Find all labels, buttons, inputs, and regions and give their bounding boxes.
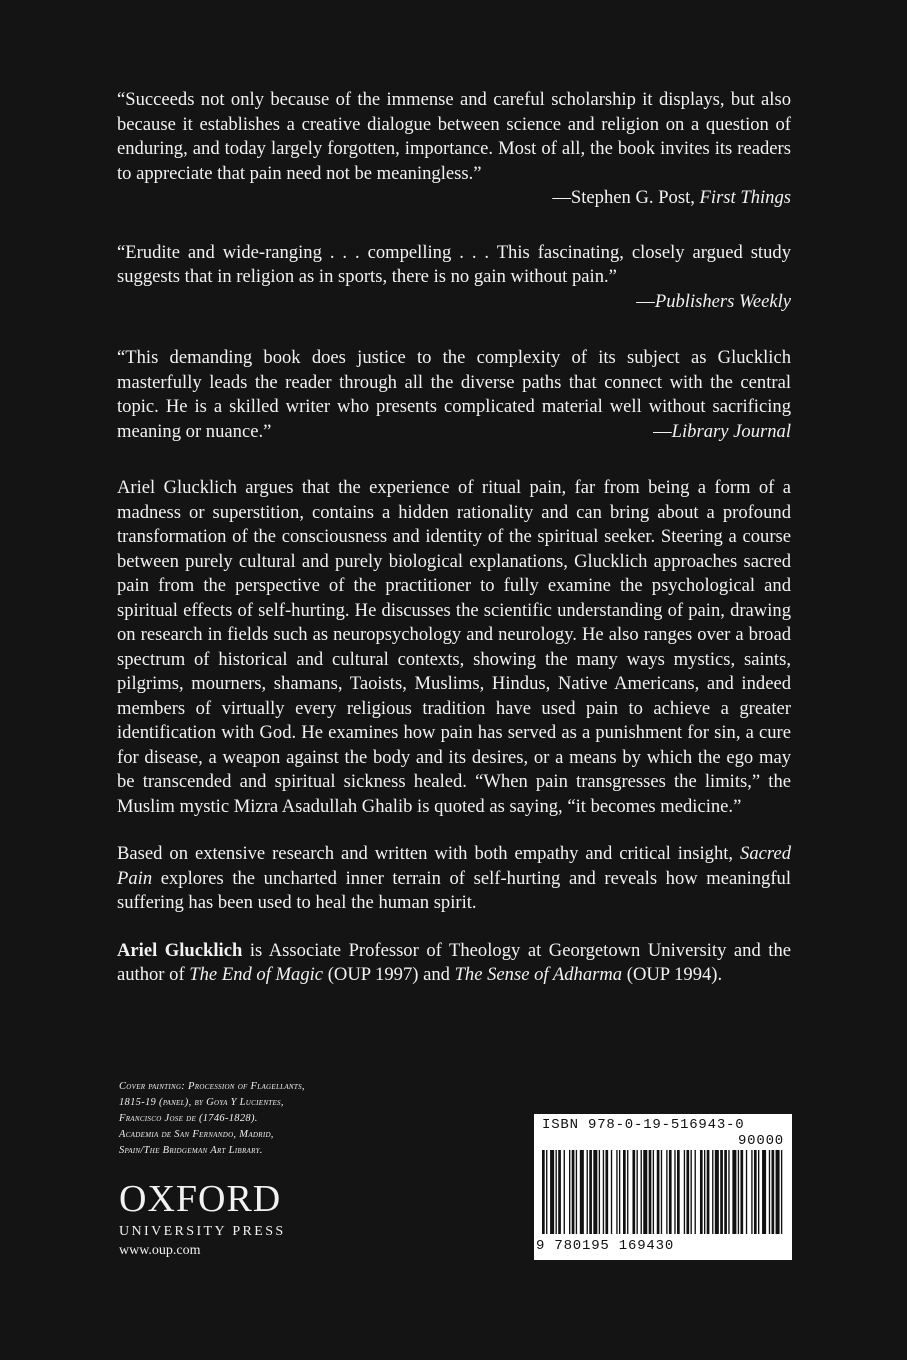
book-title: Sacred Pain: [117, 843, 791, 889]
barcode-bar: [700, 1150, 703, 1234]
review-1-source: First Things: [699, 187, 791, 208]
barcode-bar: [627, 1150, 628, 1234]
bio-book-2: The Sense of Adharma: [454, 964, 623, 985]
publisher-url[interactable]: www.oup.com: [119, 1243, 201, 1258]
credit-line-2: 1815-19 (panel), by Goya Y Lucientes,: [119, 1097, 284, 1108]
review-3-quote: “This demanding book does justice to the complexity of its subject as Glucklich masterfully leads the reader through all the diverse paths that connect with the central topic. He is a skilled writer who presents complicated material well without sacrificing meaning or nuance.”: [117, 347, 791, 442]
publisher-press: UNIVERSITY PRESS: [119, 1224, 286, 1239]
description-paragraph-1: Ariel Glucklich argues that the experience of ritual pain, far from being a form of a madness or superstition, contains a hidden rationality and can bring about a profound transformation of the consciousness and identity of the spiritual seeker. Steering a course between purely cultural and purely biological explanations, Glucklich approaches sacred pain from the perspective of the practitioner to fully examine the psychological and spiritual effects of self-hurting. He discusses the scientific understanding of pain, drawing on research in fields such as neuropsychology and neurology. He also ranges over a broad spectrum of historical and cultural contexts, showing the many ways mystics, saints, pilgrims, mourners, shamans, Taoists, Muslims, Hindus, Native Americans, and indeed members of virtually every religious tradition have used pain to achieve a greater identification with God. He examines how pain has served as a punishment for sin, a cure for disease, a weapon against the body and its desires, or a means by which the ego may be transcended and spiritual sickness healed. “When pain transgresses the limits,” the Muslim mystic Mizra Asadullah Ghalib is quoted as saying, “it becomes medicine.”: [117, 477, 791, 817]
barcode-bar: [715, 1150, 719, 1234]
barcode-bar: [728, 1150, 729, 1234]
bio-text-2: (OUP 1997) and: [323, 964, 455, 985]
desc-p2-start: Based on extensive research and written with both empathy and critical insight,: [117, 843, 741, 864]
barcode-bar: [603, 1150, 604, 1234]
credit-line-1: Cover painting: Procession of Flagellants,: [119, 1081, 305, 1092]
author-bio: [117, 939, 791, 988]
barcode-bars: [540, 1150, 786, 1238]
barcode-bar: [641, 1150, 642, 1234]
barcode-bar: [623, 1150, 626, 1234]
bio-text-1: is Associate Professor of Theology at Georgetown University and the author of: [117, 939, 792, 985]
review-2-attribution: [117, 290, 791, 315]
barcode-bar: [776, 1150, 780, 1234]
bio-text-3: (OUP 1994).: [622, 964, 723, 985]
barcode-bar: [666, 1150, 667, 1234]
back-cover-text: [117, 88, 791, 1011]
barcode-bar: [653, 1150, 654, 1234]
review-3: [117, 346, 791, 444]
review-2-source: Publishers Weekly: [654, 290, 791, 312]
barcode-bar: [564, 1150, 565, 1234]
barcode-bar: [695, 1150, 696, 1234]
barcode-bar: [781, 1150, 782, 1234]
isbn-text: ISBN 978-0-19-516943-0: [542, 1117, 745, 1133]
barcode-bar: [769, 1150, 770, 1234]
barcode-bar: [616, 1150, 617, 1234]
barcode-bar: [772, 1150, 775, 1234]
review-2: [117, 241, 791, 315]
credit-line-4: Academia de San Fernando, Madrid,: [119, 1129, 274, 1140]
price-code: 90000: [737, 1133, 784, 1149]
barcode-bar: [762, 1150, 766, 1234]
barcode-bar: [684, 1150, 685, 1234]
barcode-bar: [637, 1150, 638, 1234]
barcode-bar: [558, 1150, 561, 1234]
barcode-bar: [720, 1150, 723, 1234]
barcode-bar: [686, 1150, 689, 1234]
review-3-dash: —: [653, 420, 672, 442]
barcode-bar: [599, 1150, 600, 1234]
barcode-bar: [643, 1150, 647, 1234]
review-3-source: Library Journal: [671, 420, 791, 442]
barcode-bar: [576, 1150, 577, 1234]
barcode-bar: [589, 1150, 592, 1234]
barcode-bar: [632, 1150, 635, 1234]
review-2-dash: —: [636, 290, 655, 312]
barcode-bar: [746, 1150, 747, 1234]
barcode-bar: [661, 1150, 662, 1234]
barcode-bar: [550, 1150, 554, 1234]
barcode-bar: [754, 1150, 757, 1234]
review-1: [117, 88, 791, 211]
barcode-bar: [611, 1150, 612, 1234]
isbn-barcode: [534, 1114, 792, 1260]
barcode-bar: [669, 1150, 672, 1234]
credit-line-3: Francisco Jose de (1746-1828).: [119, 1113, 258, 1124]
review-1-author: —Stephen G. Post,: [552, 187, 700, 208]
barcode-bar: [691, 1150, 692, 1234]
barcode-bar: [740, 1150, 743, 1234]
publisher-logo: [119, 1180, 286, 1240]
barcode-bar: [732, 1150, 736, 1234]
barcode-bar: [542, 1150, 545, 1234]
barcode-bar: [649, 1150, 652, 1234]
barcode-bar: [619, 1150, 620, 1234]
review-3-text: [117, 346, 791, 444]
bio-book-1: The End of Magic: [189, 964, 324, 985]
barcode-bar: [724, 1150, 727, 1234]
barcode-bar: [572, 1150, 575, 1234]
desc-p2-end: explores the uncharted inner terrain of self-hurting and reveals how meaningful suffering has been used to heal the human spirit.: [117, 867, 791, 913]
barcode-bar: [738, 1150, 739, 1234]
barcode-bar: [758, 1150, 759, 1234]
review-3-attribution: [653, 420, 791, 445]
barcode-bar: [593, 1150, 597, 1234]
barcode-bar: [580, 1150, 584, 1234]
barcode-bar: [712, 1150, 713, 1234]
publisher-name: OXFORD: [119, 1178, 282, 1220]
barcode-bar: [751, 1150, 752, 1234]
author-name: Ariel Glucklich: [117, 939, 243, 961]
review-2-text: “Erudite and wide-ranging . . . compelling . . . This fascinating, closely argued study suggests that in religion as in sports, there is no gain without pain.”: [117, 241, 791, 287]
barcode-bar: [605, 1150, 608, 1234]
barcode-bar: [674, 1150, 675, 1234]
credit-line-5: Spain/The Bridgeman Art Library.: [119, 1145, 263, 1156]
barcode-bar: [657, 1150, 660, 1234]
barcode-bar: [587, 1150, 588, 1234]
review-1-text: “Succeeds not only because of the immense and careful scholarship it displays, but also because it establishes a creative dialogue between science and religion on a question of enduring, and today largely forgotten, importance. Most of all, the book invites its readers to appreciate that pain need not be meaningless.”: [117, 89, 791, 184]
barcode-bar: [704, 1150, 705, 1234]
barcode-bar: [707, 1150, 710, 1234]
barcode-bar: [556, 1150, 557, 1234]
description-paragraph-2: [117, 842, 791, 916]
barcode-bar: [677, 1150, 680, 1234]
cover-credits: [119, 1079, 419, 1159]
barcode-bar: [546, 1150, 547, 1234]
review-1-attribution: [117, 186, 791, 211]
barcode-number: 9 780195 169430: [536, 1238, 675, 1254]
barcode-bar: [569, 1150, 570, 1234]
